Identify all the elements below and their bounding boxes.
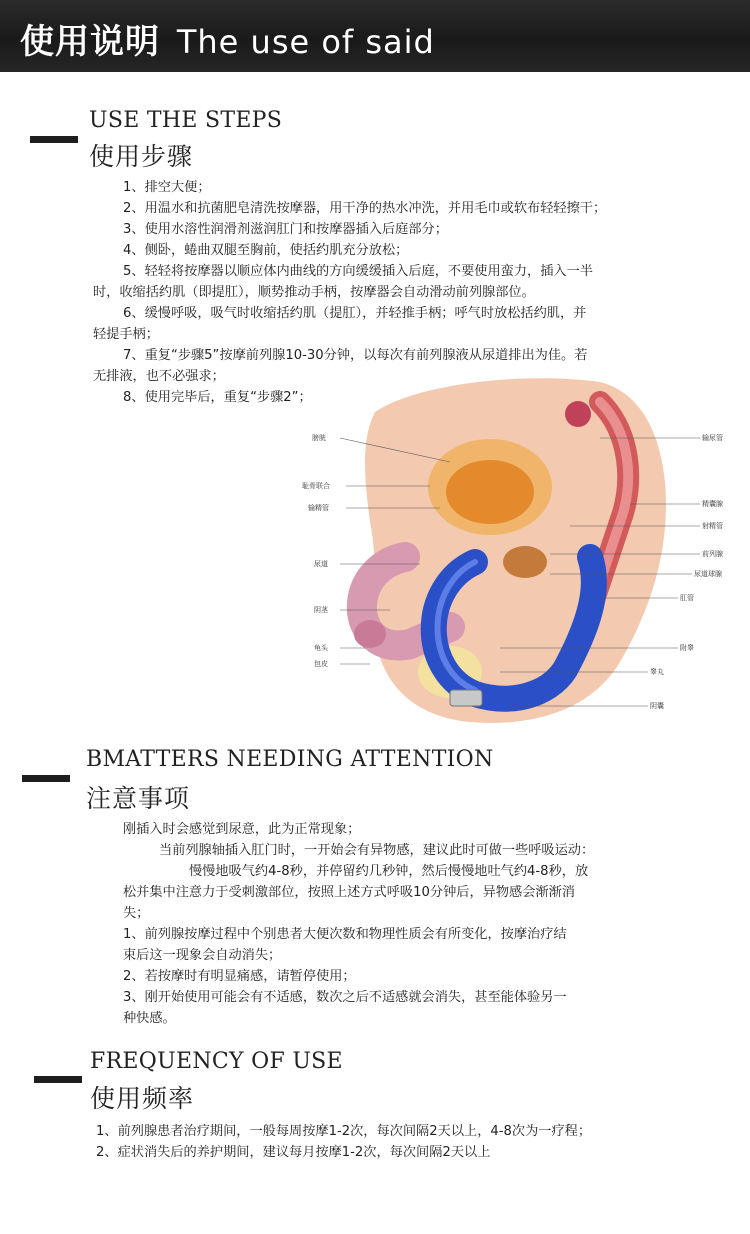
- attention-list: [123, 819, 693, 1029]
- label-bulbourethral-gland: 尿道球腺: [694, 570, 722, 578]
- step-line: 4、侧卧，蜷曲双腿至胸前，使括约肌充分放松；: [123, 243, 409, 258]
- step-line: 3、使用水溶性润滑剂滋润肛门和按摩器插入后庭部分；: [123, 222, 448, 237]
- attention-line: 种快感。: [123, 1011, 176, 1026]
- attention-title-cn: 注意事项: [86, 784, 191, 813]
- header-banner: [0, 0, 750, 72]
- attention-line: 慢慢地吸气约4-8秒，并停留约几秒钟，然后慢慢地吐气约4-8秒，放: [189, 864, 589, 879]
- section-marker: [22, 775, 70, 782]
- frequency-line: 2、症状消失后的养护期间，建议每月按摩1-2次，每次间隔2天以上: [96, 1145, 491, 1160]
- section-marker: [34, 1076, 82, 1083]
- step-line: 6、缓慢呼吸，吸气时收缩括约肌（提肛），并轻推手柄；呼气时放松括约肌，并: [123, 306, 587, 321]
- label-ejaculatory-duct: 射精管: [702, 522, 723, 530]
- attention-line: 失；: [123, 906, 150, 921]
- header-title-en: The use of said: [176, 23, 435, 61]
- label-anal-canal: 肛管: [680, 594, 694, 602]
- attention-title-en: BMATTERS NEEDING ATTENTION: [86, 747, 494, 772]
- anatomy-illustration: [300, 372, 740, 732]
- attention-line: 束后这一现象会自动消失；: [123, 948, 282, 963]
- frequency-list: [96, 1121, 716, 1163]
- steps-title-cn: 使用步骤: [89, 142, 194, 171]
- steps-title-en: USE THE STEPS: [89, 108, 283, 133]
- attention-line: 3、刚开始使用可能会有不适感，数次之后不适感就会消失，甚至能体验另一: [123, 990, 567, 1005]
- glans-shape: [354, 620, 386, 648]
- step-line: 2、用温水和抗菌肥皂清洗按摩器，用干净的热水冲洗，并用毛巾或软布轻轻擦干；: [123, 201, 607, 216]
- label-urethra: 尿道: [314, 560, 328, 568]
- step-line: 7、重复“步骤5”按摩前列腺10-30分钟，以每次有前列腺液从尿道排出为佳。若: [123, 348, 588, 363]
- attention-line: 1、前列腺按摩过程中个别患者大便次数和物理性质会有所变化，按摩治疗结: [123, 927, 567, 942]
- label-scrotum: 阴囊: [650, 702, 664, 710]
- bladder-inner: [446, 460, 534, 524]
- label-epididymis: 附睾: [680, 644, 694, 652]
- label-foreskin: 包皮: [314, 660, 328, 668]
- label-glans: 龟头: [314, 644, 328, 652]
- frequency-line: 1、前列腺患者治疗期间，一般每周按摩1-2次，每次间隔2天以上，4-8次为一疗程；: [96, 1124, 592, 1139]
- attention-line: 刚插入时会感觉到尿意，此为正常现象；: [123, 822, 361, 837]
- massager-cap: [450, 690, 482, 706]
- label-prostate: 前列腺: [702, 550, 723, 558]
- anatomy-figure: [300, 372, 740, 732]
- label-ureter: 输尿管: [702, 434, 723, 442]
- header-title-cn: 使用说明: [20, 22, 160, 62]
- step-line: 时，收缩括约肌（即提肛），顺势推动手柄，按摩器会自动滑动前列腺部位。: [93, 285, 535, 300]
- section-marker: [30, 136, 78, 143]
- prostate-shape: [503, 546, 547, 578]
- label-vas-deferens: 输精管: [308, 504, 329, 512]
- frequency-title-cn: 使用频率: [90, 1084, 195, 1113]
- label-penis: 阴茎: [314, 606, 328, 614]
- attention-line: 2、若按摩时有明显痛感，请暂停使用；: [123, 969, 356, 984]
- attention-line: 当前列腺轴插入肛门时，一开始会有异物感，建议此时可做一些呼吸运动：: [159, 843, 595, 858]
- colon-section: [565, 401, 591, 427]
- step-line: 5、轻轻将按摩器以顺应体内曲线的方向缓缓插入后庭，不要使用蛮力，插入一半: [123, 264, 593, 279]
- label-testis: 睾丸: [650, 668, 664, 676]
- step-line: 轻提手柄；: [93, 327, 159, 342]
- label-pubic-symphysis: 耻骨联合: [302, 482, 330, 490]
- attention-line: 松并集中注意力于受刺激部位，按照上述方式呼吸10分钟后，异物感会渐渐消: [123, 885, 575, 900]
- frequency-title-en: FREQUENCY OF USE: [90, 1049, 343, 1074]
- step-line: 1、排空大便；: [123, 180, 211, 195]
- step-line: 无排液，也不必强求；: [93, 369, 225, 384]
- step-line: 8、使用完毕后，重复“步骤2”；: [123, 390, 312, 405]
- label-bladder: 膀胱: [312, 434, 326, 442]
- label-seminal-vesicle: 精囊腺: [702, 500, 723, 508]
